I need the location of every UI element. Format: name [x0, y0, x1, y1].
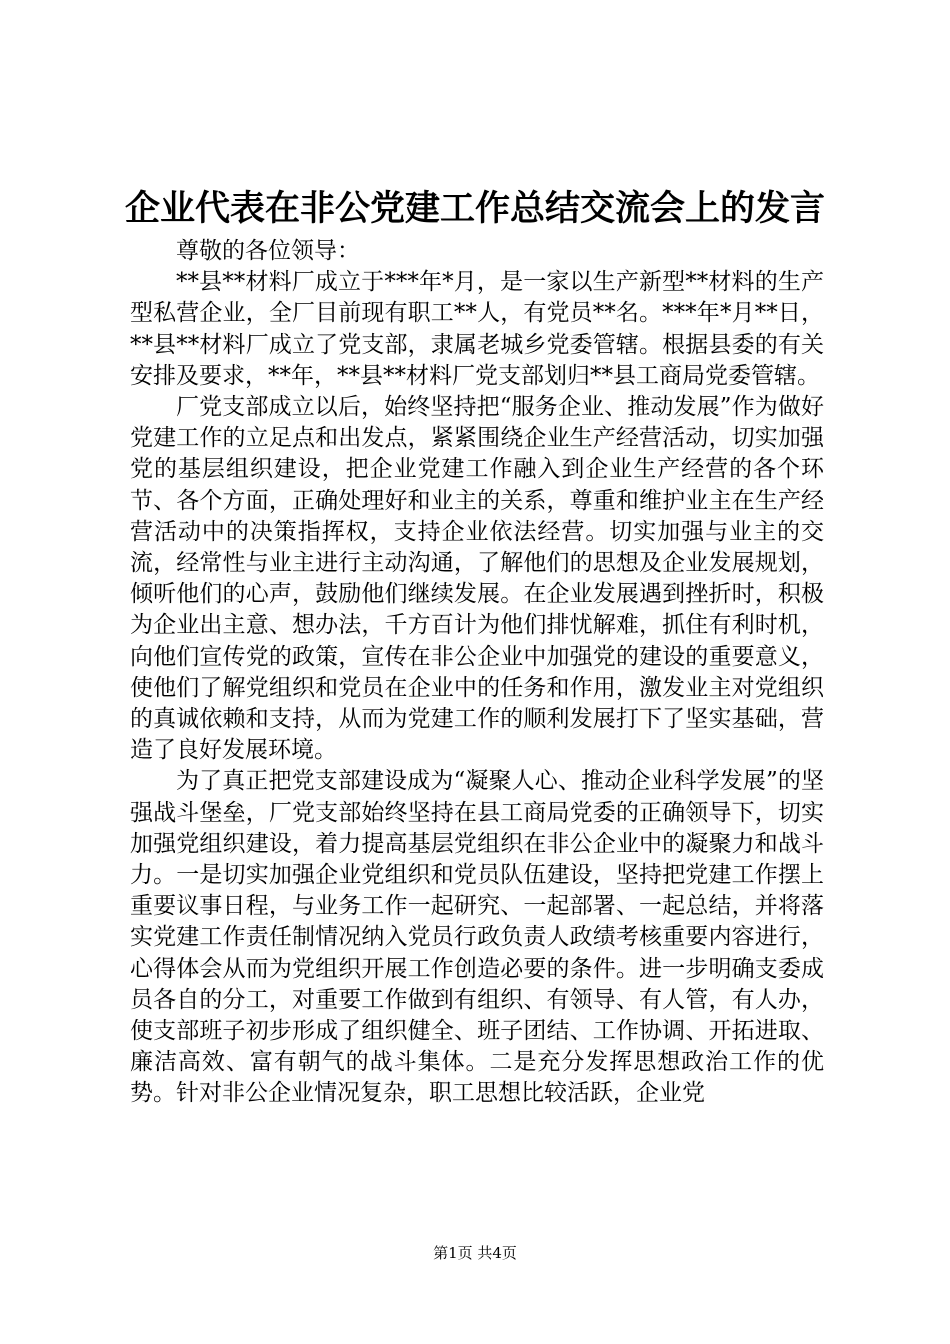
paragraph-1: **县**材料厂成立于***年*月，是一家以生产新型**材料的生产型私营企业，全厂目前现有职工**人，有党员**名。***年*月**日，**县**材料厂成立了党支部，隶属老城乡党委管辖。根据县委的有关安排及要求，**年，**县**材料厂党支部划归**县工商局党委管辖。 [130, 269, 825, 389]
document-body [130, 236, 824, 1110]
salutation: 尊敬的各位领导： [176, 238, 360, 264]
page-footer: 第1页 共4页 [433, 1244, 517, 1262]
paragraph-3: 为了真正把党支部建设成为“凝聚人心、推动企业科学发展”的坚强战斗堡垒，厂党支部始终坚持在县工商局党委的正确领导下，切实加强党组织建设，着力提高基层党组织在非公企业中的凝聚力和战斗力。一是切实加强企业党组织和党员队伍建设，坚持把党建工作摆上重要议事日程，与业务工作一起研究、一起部署、一起总结，并将落实党建工作责任制情况纳入党员行政负责人政绩考核重要内容进行，心得体会从而为党组织开展工作创造必要的条件。进一步明确支委成员各自的分工，对重要工作做到有组织、有领导、有人管，有人办，使支部班子初步形成了组织健全、班子团结、工作协调、开拓进取、廉洁高效、富有朝气的战斗集体。二是充分发挥思想政治工作的优势。针对非公企业情况复杂，职工思想比较活跃，企业党 [130, 768, 824, 1107]
document-title: 企业代表在非公党建工作总结交流会上的发言 [124, 188, 825, 229]
paragraph-2: 厂党支部成立以后，始终坚持把“服务企业、推动发展”作为做好党建工作的立足点和出发点，紧紧围绕企业生产经营活动，切实加强党的基层组织建设，把企业党建工作融入到企业生产经营的各个环节、各个方面，正确处理好和业主的关系，尊重和维护业主在生产经营活动中的决策指挥权，支持企业依法经营。切实加强与业主的交流，经常性与业主进行主动沟通，了解他们的思想及企业发展规划，倾听他们的心声，鼓励他们继续发展。在企业发展遇到挫折时，积极为企业出主意、想办法，千方百计为他们排忧解难，抓住有利时机，向他们宣传党的政策，宣传在非公企业中加强党的建设的重要意义，使他们了解党组织和党员在企业中的任务和作用，激发业主对党组织的真诚依赖和支持，从而为党建工作的顺利发展打下了坚实基础，营造了良好发展环境。 [130, 394, 824, 764]
